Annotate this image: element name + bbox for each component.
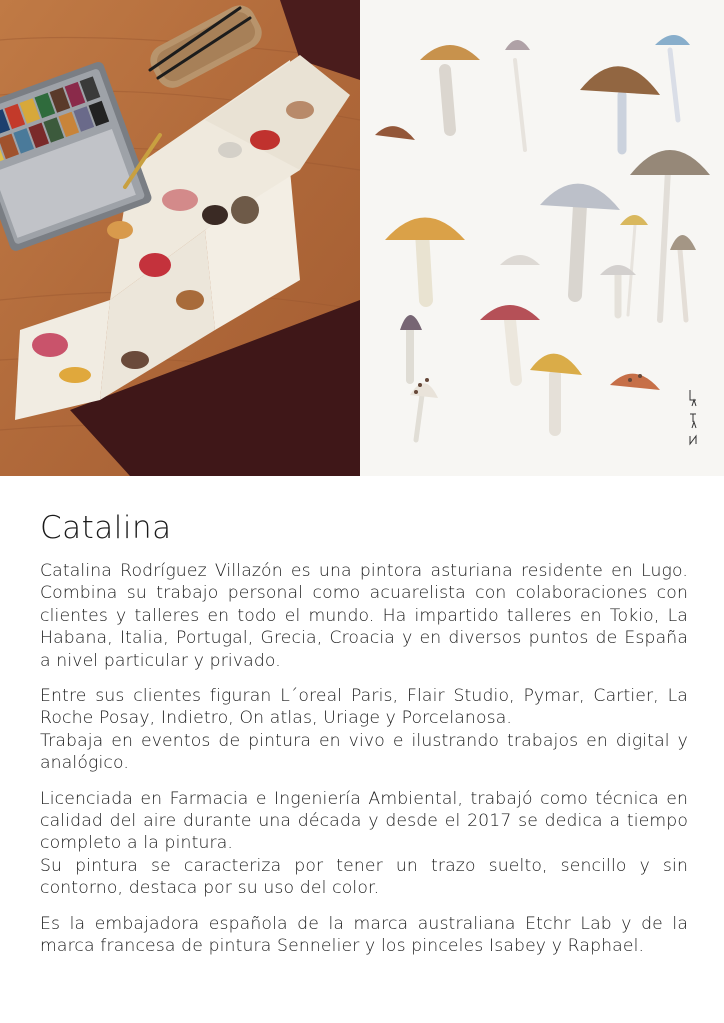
bio-paragraph-5: Su pintura se caracteriza por tener un trazo suelto, sencillo y sin contorno, destaca por su uso del color. bbox=[40, 855, 688, 899]
header-photos bbox=[0, 0, 724, 476]
mushroom-watercolor-painting-icon bbox=[360, 0, 724, 476]
bio-paragraph-3: Trabaja en eventos de pintura en vivo e ilustrando trabajos en digital y analógico. bbox=[40, 730, 688, 774]
bio-paragraph-4: Licenciada en Farmacia e Ingeniería Ambiental, trabajó como técnica en calidad del aire durante una década y desde el 2017 se dedica a tiempo completo a la pintura. bbox=[40, 788, 688, 854]
page-title: Catalina bbox=[40, 510, 172, 546]
bio-section bbox=[40, 510, 688, 971]
sketchbook-photo bbox=[0, 0, 360, 476]
bio-paragraph-6: Es la embajadora española de la marca australiana Etchr Lab y de la marca francesa de pintura Sennelier y los pinceles Isabey y Raphael. bbox=[40, 913, 688, 957]
bio-paragraph-2: Entre sus clientes figuran L´oreal Paris, Flair Studio, Pymar, Cartier, La Roche Posay, Indietro, On atlas, Uriage y Porcelanosa. bbox=[40, 686, 688, 729]
bio-paragraph-1: Catalina Rodríguez Villazón es una pintora asturiana residente en Lugo. Combina su trabajo personal como acuarelista con colaboraciones con clientes y talleres en todo el mundo. Ha impartido talleres en Tokio, La Habana, Italia, Portugal, Grecia, Croacia y en diversos puntos de España a nivel particular y privado. bbox=[40, 561, 688, 671]
watercolor-sketchbook-photo-icon bbox=[0, 0, 360, 476]
mushroom-painting bbox=[360, 0, 724, 476]
